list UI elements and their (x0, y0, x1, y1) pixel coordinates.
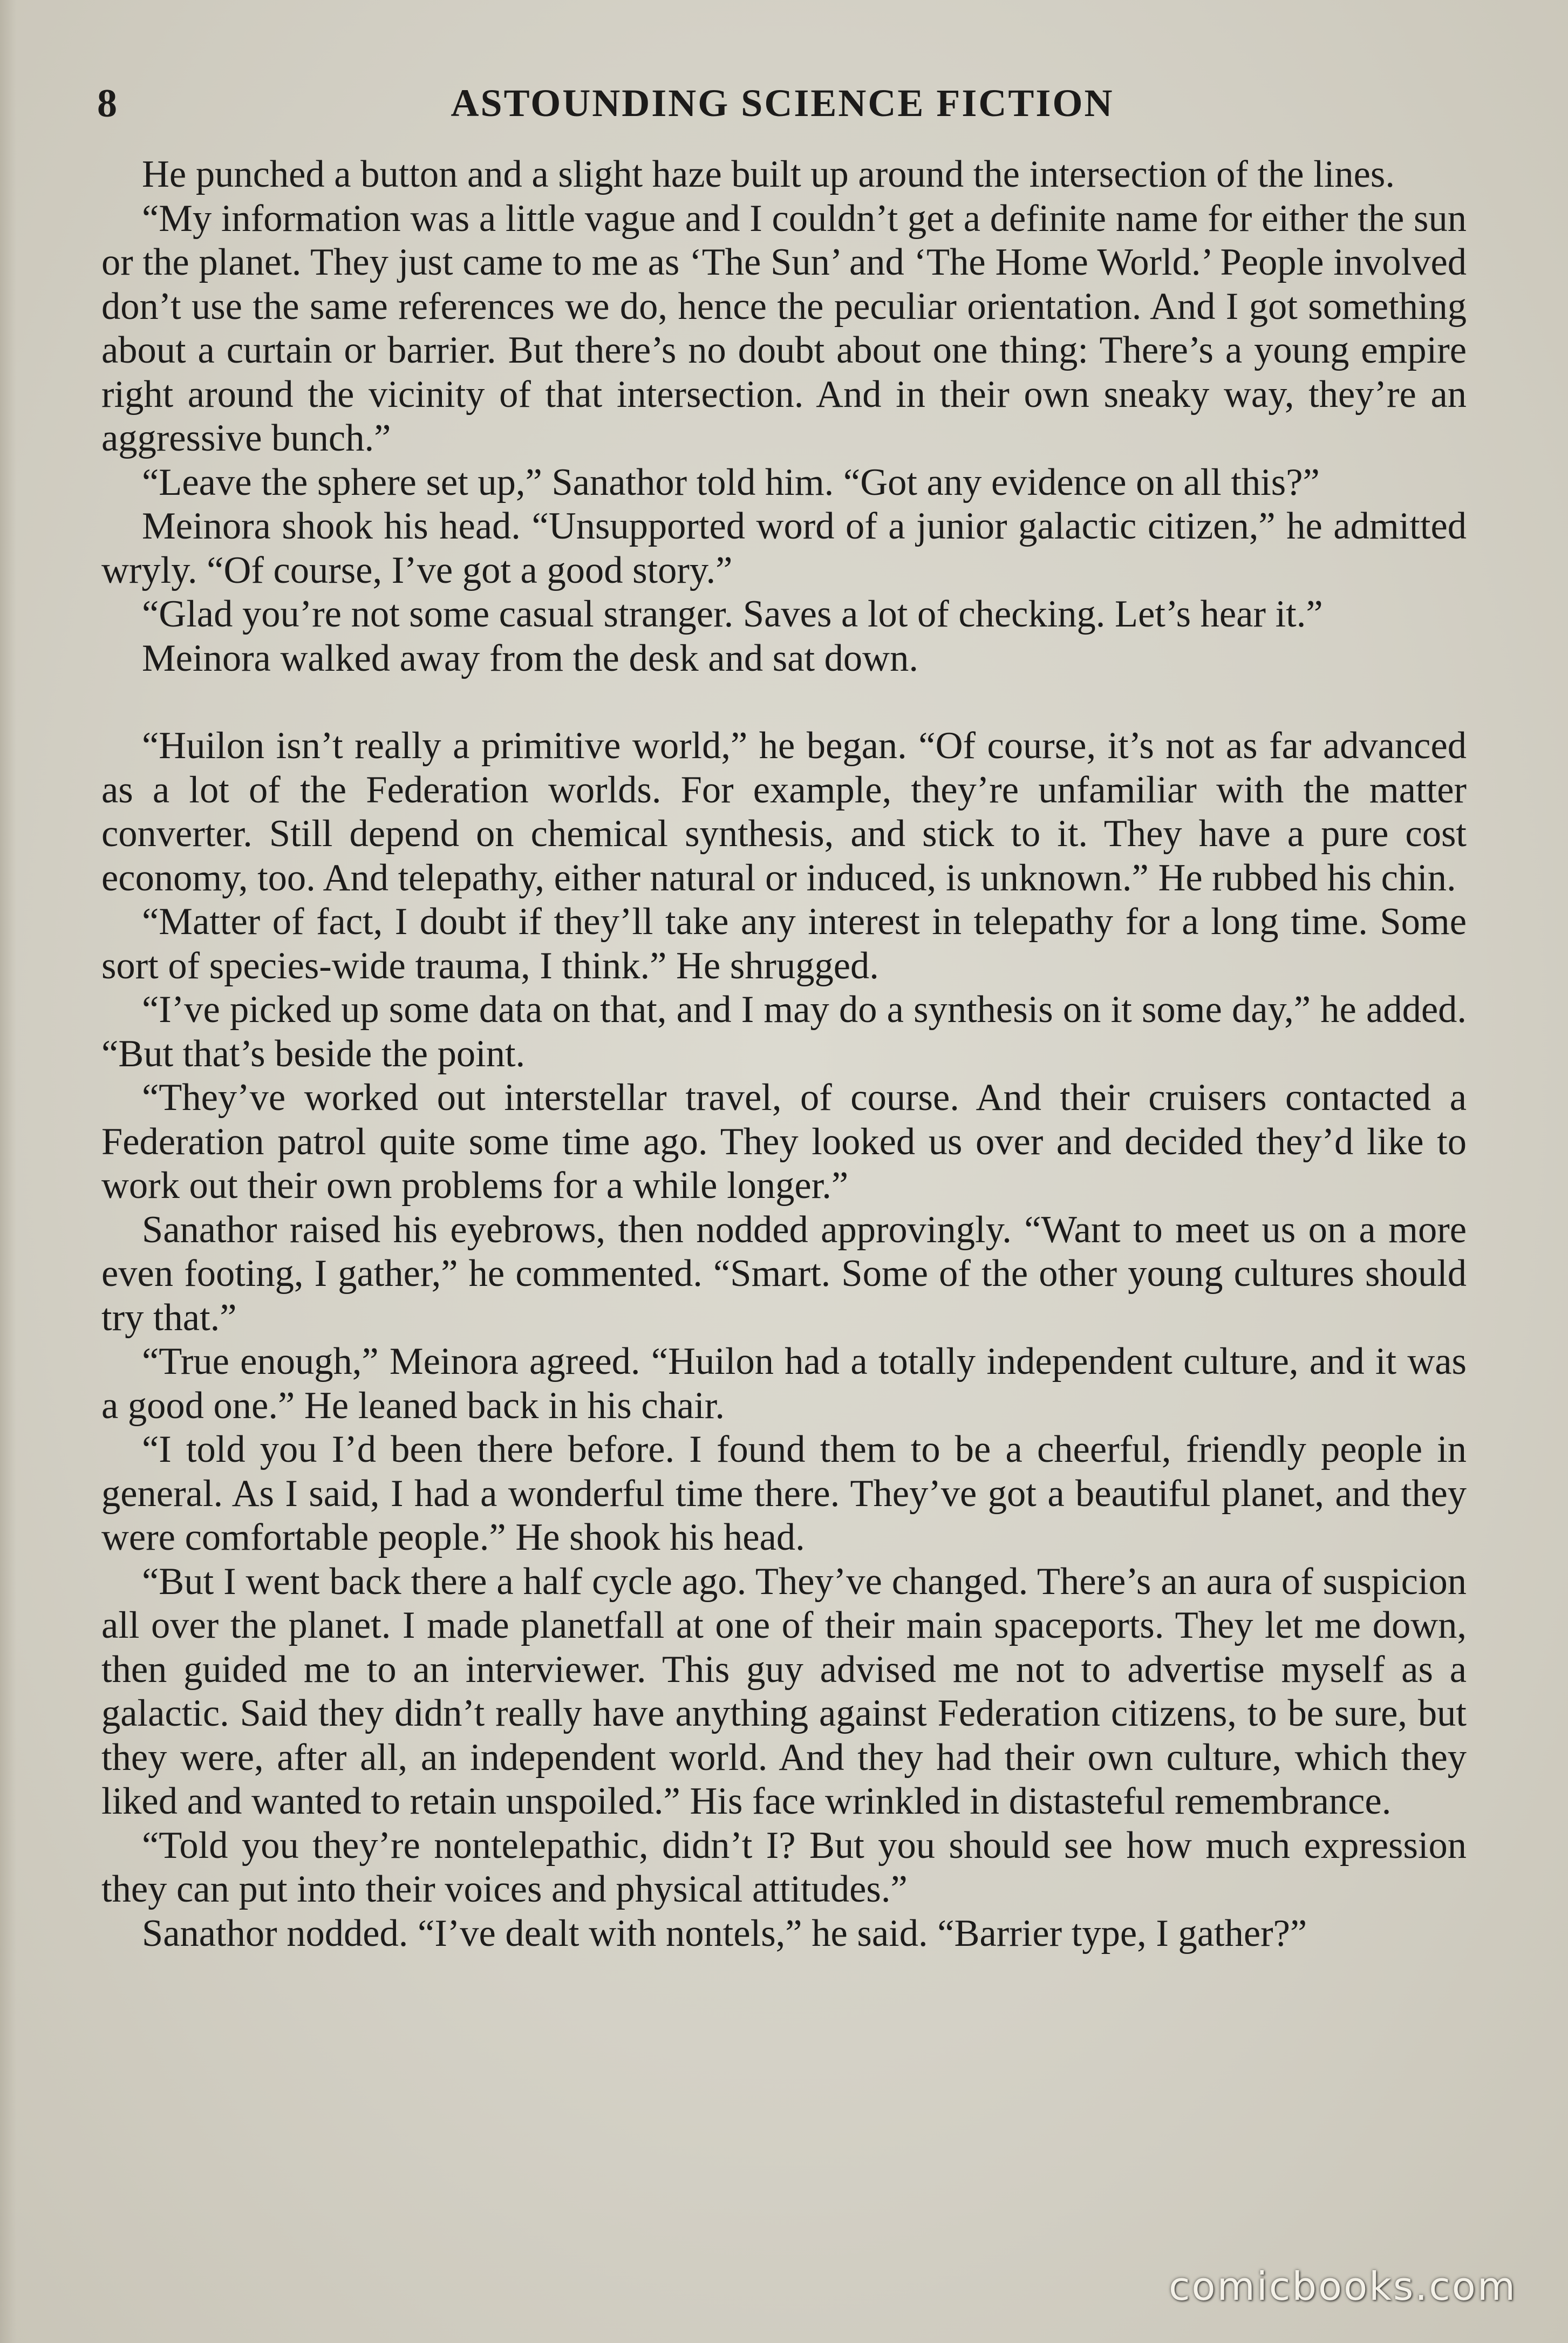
paragraph: Sanathor raised his eyebrows, then nodded approvingly. “Want to meet us on a more even footing, I gather,” he commented. “Smart. Some of the other young cultures should try that.” (101, 1208, 1467, 1339)
paragraph: Meinora shook his head. “Unsupported word of a junior galactic citizen,” he admitted wryly. “Of course, I’ve got a good story.” (101, 505, 1467, 591)
body-text (101, 153, 1467, 1956)
paragraph: “Told you they’re nontelepathic, didn’t I? But you should see how much expression they can put into their voices and physical attitudes.” (101, 1824, 1467, 1910)
paragraph: “Matter of fact, I doubt if they’ll take any interest in telepathy for a long time. Some sort of species-wide trauma, I think.” He shrugged. (101, 901, 1467, 987)
running-title: ASTOUNDING SCIENCE FICTION (451, 81, 1114, 125)
paragraph: He punched a button and a slight haze built up around the intersection of the lines. (142, 153, 1395, 195)
paragraph: Meinora walked away from the desk and sat down. (142, 637, 918, 679)
paragraph: “I’ve picked up some data on that, and I may do a synthesis on it some day,” he added. “But that’s beside the point. (101, 989, 1467, 1075)
paragraph: “Leave the sphere set up,” Sanathor told him. “Got any evidence on all this?” (142, 461, 1320, 503)
paragraph: Sanathor nodded. “I’ve dealt with nontels,” he said. “Barrier type, I gather?” (142, 1912, 1307, 1954)
page-edge-shadow (0, 0, 16, 2343)
paragraph: “But I went back there a half cycle ago. They’ve changed. There’s an aura of suspicion all over the planet. I made planetfall at one of their main spaceports. They let me down, then guided me to an interviewer. This guy advised me not to advertise myself as a galactic. Said they didn’t really have anything against Federation citizens, to be sure, but they were, after all, an independent world. And they had their own culture, which they liked and wanted to retain unspoiled.” His face wrinkled in distasteful remembrance. (101, 1560, 1467, 1822)
paragraph: “Huilon isn’t really a primitive world,” he began. “Of course, it’s not as far advanced as a lot of the Federation worlds. For example, they’re unfamiliar with the matter converter. Still depend on chemical synthesis, and stick to it. They have a pure cost economy, too. And telepathy, either natural or induced, is unknown.” He rubbed his chin. (101, 725, 1467, 899)
section-break (101, 680, 1467, 724)
paragraph: “My information was a little vague and I couldn’t get a definite name for either the sun or the planet. They just came to me as ‘The Sun’ and ‘The Home World.’ People involved don’t use the same references we do, hence the peculiar orientation. And I got something about a curtain or barrier. But there’s no doubt about one thing: There’s a young empire right around the vicinity of that intersection. And in their own sneaky way, they’re an aggressive bunch.” (101, 197, 1467, 459)
page-number: 8 (97, 81, 118, 126)
paragraph: “Glad you’re not some casual stranger. Saves a lot of checking. Let’s hear it.” (142, 593, 1323, 635)
paragraph: “I told you I’d been there before. I found them to be a cheerful, friendly people in general. As I said, I had a wonderful time there. They’ve got a beautiful planet, and they were comfortable people.” He shook his head. (101, 1428, 1467, 1558)
running-header (97, 81, 1468, 130)
watermark: comicbooks.com (1168, 2264, 1517, 2309)
paragraph: “They’ve worked out interstellar travel, of course. And their cruisers contacted a Federation patrol quite some time ago. They looked us over and decided they’d like to work out their own problems for a while longer.” (101, 1077, 1467, 1207)
paragraph: “True enough,” Meinora agreed. “Huilon had a totally independent culture, and it was a good one.” He leaned back in his chair. (101, 1340, 1467, 1427)
